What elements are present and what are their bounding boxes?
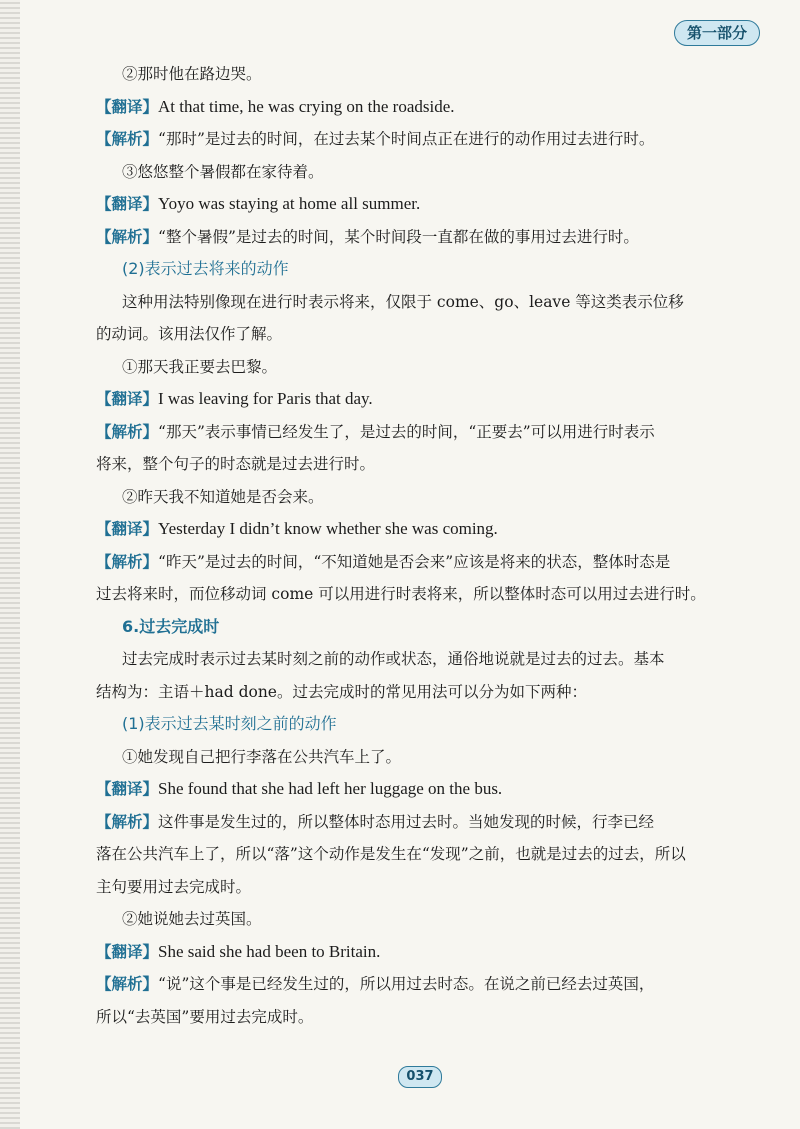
analysis-text: “整个暑假”是过去的时间，某个时间段一直都在做的事用过去进行时。	[158, 227, 639, 246]
translation-text: She said she had been to Britain.	[158, 941, 381, 961]
subsection-heading: (1)表示过去某时刻之前的动作	[122, 714, 337, 733]
analysis-line	[96, 416, 756, 449]
translation-tag: 【翻译】	[96, 942, 159, 961]
translation-line	[96, 773, 756, 806]
analysis-text: “说”这个事是已经发生过的，所以用过去时态。在说之前已经去过英国，	[158, 975, 655, 993]
analysis-tag: 【解析】	[96, 422, 159, 441]
analysis-continuation: 主句要用过去完成时。	[96, 877, 252, 896]
analysis-line	[96, 806, 756, 839]
translation-line	[96, 383, 756, 416]
example-sentence: ③悠悠整个暑假都在家待着。	[122, 162, 324, 181]
example-sentence: ①她发现自己把行李落在公共汽车上了。	[122, 747, 402, 766]
analysis-text: “昨天”是过去的时间，“不知道她是否会来”应该是将来的状态，整体时态是	[158, 552, 671, 571]
translation-line	[96, 936, 756, 969]
example-sentence: ①那天我正要去巴黎。	[122, 357, 278, 376]
translation-text: She found that she had left her luggage on the bus.	[158, 779, 503, 798]
translation-text: Yesterday I didn’t know whether she was coming.	[158, 519, 498, 538]
analysis-tag: 【解析】	[96, 975, 159, 993]
section-heading: 6.过去完成时	[122, 616, 220, 636]
analysis-text: 这件事是发生过的，所以整体时态用过去时。当她发现的时候，行李已经	[158, 812, 655, 831]
example-sentence: ②昨天我不知道她是否会来。	[122, 487, 324, 506]
analysis-tag: 【解析】	[96, 552, 159, 571]
page-content	[96, 58, 756, 1033]
body-paragraph-line: 结构为：主语＋had done。过去完成时的常见用法可以分为如下两种：	[96, 682, 587, 701]
analysis-text: “那天”表示事情已经发生了，是过去的时间，“正要去”可以用进行时表示	[158, 422, 655, 441]
example-sentence: ②她说她去过英国。	[122, 910, 262, 928]
translation-line	[96, 513, 756, 546]
translation-tag: 【翻译】	[96, 780, 159, 798]
analysis-continuation: 所以“去英国”要用过去完成时。	[96, 1007, 314, 1026]
body-paragraph-line: 的动词。该用法仅作了解。	[96, 325, 283, 343]
translation-tag: 【翻译】	[96, 390, 159, 408]
subsection-heading: (2)表示过去将来的动作	[122, 259, 289, 278]
analysis-text: “那时”是过去的时间，在过去某个时间点正在进行的动作用过去进行时。	[158, 130, 655, 148]
analysis-line	[96, 221, 756, 254]
analysis-tag: 【解析】	[96, 812, 159, 831]
page-number: 037	[398, 1066, 442, 1088]
example-sentence: ②那时他在路边哭。	[122, 65, 262, 83]
analysis-tag: 【解析】	[96, 227, 159, 246]
part-tab: 第一部分	[674, 20, 760, 46]
translation-text: At that time, he was crying on the roadside.	[158, 96, 455, 116]
analysis-line	[96, 968, 756, 1001]
translation-line	[96, 91, 756, 124]
translation-tag: 【翻译】	[96, 195, 159, 213]
binding-edge	[0, 0, 20, 1129]
analysis-line	[96, 123, 756, 156]
analysis-continuation: 过去将来时，而位移动词 come 可以用进行时表将来，所以整体时态可以用过去进行时。	[96, 585, 706, 603]
body-paragraph-line: 这种用法特别像现在进行时表示将来，仅限于 come、go、leave 等这类表示位移	[122, 292, 684, 311]
translation-tag: 【翻译】	[96, 520, 159, 538]
translation-tag: 【翻译】	[96, 97, 159, 116]
translation-text: I was leaving for Paris that day.	[158, 389, 373, 408]
analysis-tag: 【解析】	[96, 130, 159, 148]
translation-text: Yoyo was staying at home all summer.	[158, 194, 421, 213]
analysis-continuation: 将来，整个句子的时态就是过去进行时。	[96, 455, 376, 473]
analysis-continuation: 落在公共汽车上了，所以“落”这个动作是发生在“发现”之前，也就是过去的过去，所以	[96, 845, 686, 863]
translation-line	[96, 188, 756, 221]
body-paragraph-line: 过去完成时表示过去某时刻之前的动作或状态，通俗地说就是过去的过去。基本	[122, 650, 665, 668]
analysis-line	[96, 546, 756, 579]
